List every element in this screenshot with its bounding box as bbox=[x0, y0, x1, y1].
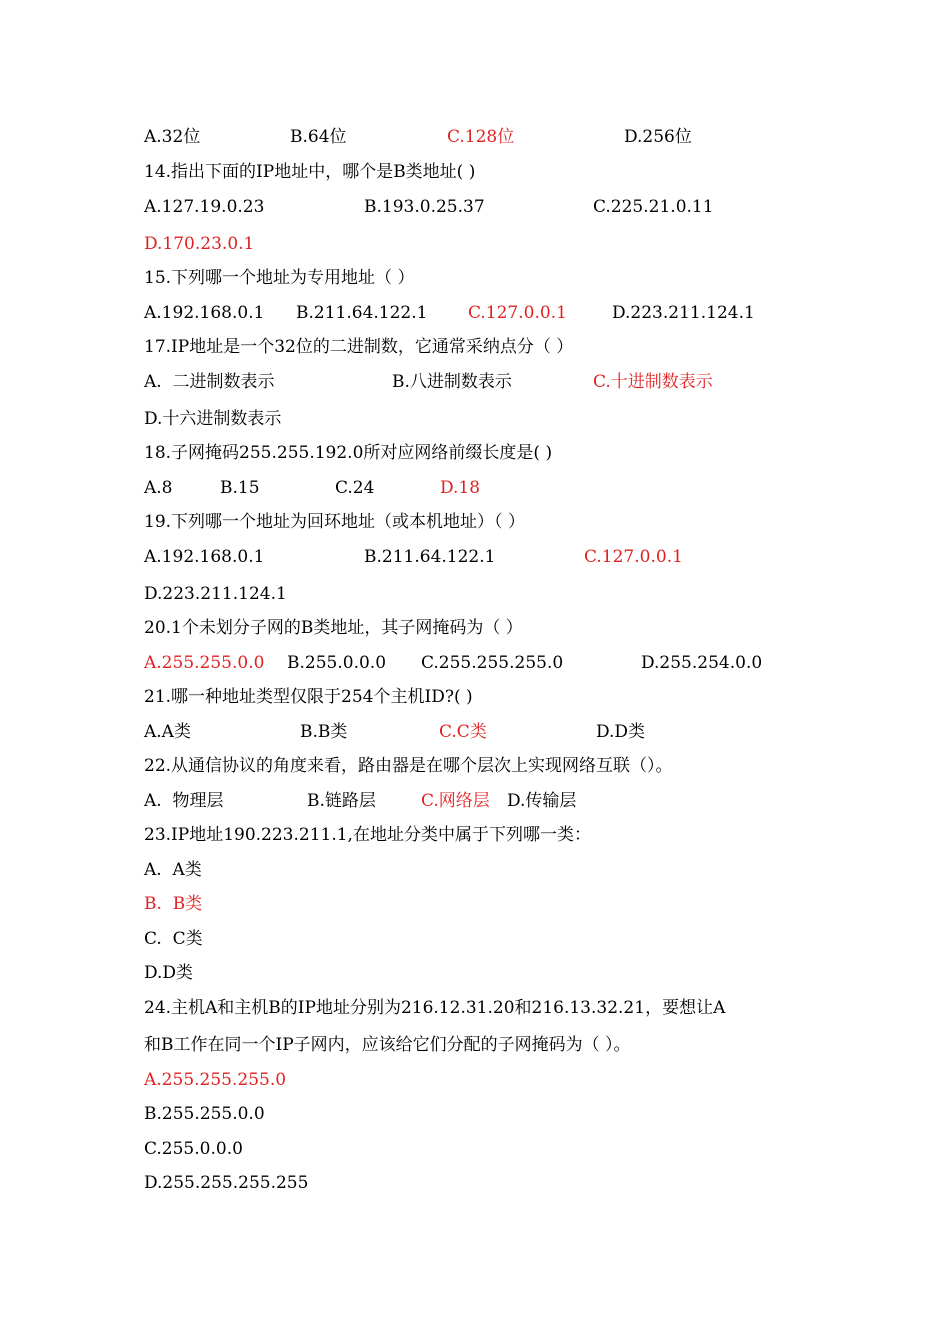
q22-option-c: C.网络层 bbox=[421, 791, 490, 811]
q13-option-a: A.32位 bbox=[144, 127, 201, 147]
q14-option-c: C.225.21.0.11 bbox=[593, 197, 714, 217]
q17-option-a: A. 二进制数表示 bbox=[144, 372, 275, 392]
q21-option-a: A.A类 bbox=[144, 722, 191, 742]
q19-stem: 19.下列哪一个地址为回环地址（或本机地址）（ ） bbox=[144, 512, 525, 532]
q19-option-c: C.127.0.0.1 bbox=[584, 547, 683, 567]
q14-option-a: A.127.19.0.23 bbox=[144, 197, 265, 217]
q20-stem: 20.1个未划分子网的B类地址，其子网掩码为（ ） bbox=[144, 618, 523, 638]
q22-option-d: D.传输层 bbox=[507, 791, 577, 811]
q18-option-d: D.18 bbox=[440, 478, 481, 498]
q15-option-b: B.211.64.122.1 bbox=[296, 303, 428, 323]
q24-option-b: B.255.255.0.0 bbox=[144, 1104, 265, 1124]
q15-option-c: C.127.0.0.1 bbox=[468, 303, 567, 323]
q13-option-c: C.128位 bbox=[447, 127, 515, 147]
q22-stem: 22.从通信协议的角度来看，路由器是在哪个层次上实现网络互联（）。 bbox=[144, 756, 673, 776]
q17-option-c: C.十进制数表示 bbox=[593, 372, 713, 392]
q19-option-d: D.223.211.124.1 bbox=[144, 584, 287, 604]
q14-option-d: D.170.23.0.1 bbox=[144, 234, 255, 254]
q19-option-b: B.211.64.122.1 bbox=[364, 547, 496, 567]
q14-stem: 14.指出下面的IP地址中，哪个是B类地址( ) bbox=[144, 162, 476, 182]
q21-option-d: D.D类 bbox=[596, 722, 646, 742]
q14-option-b: B.193.0.25.37 bbox=[364, 197, 485, 217]
q18-option-c: C.24 bbox=[335, 478, 375, 498]
q13-option-d: D.256位 bbox=[624, 127, 692, 147]
q19-option-a: A.192.168.0.1 bbox=[144, 547, 265, 567]
q24-option-a: A.255.255.255.0 bbox=[144, 1070, 287, 1090]
q24-option-c: C.255.0.0.0 bbox=[144, 1139, 243, 1159]
q17-option-d: D.十六进制数表示 bbox=[144, 409, 282, 429]
q20-option-d: D.255.254.0.0 bbox=[641, 653, 763, 673]
q21-option-b: B.B类 bbox=[300, 722, 348, 742]
q17-stem: 17.IP地址是一个32位的二进制数，它通常采纳点分（ ） bbox=[144, 337, 574, 357]
q20-option-a: A.255.255.0.0 bbox=[144, 653, 265, 673]
q18-stem: 18.子网掩码255.255.192.0所对应网络前缀长度是( ) bbox=[144, 443, 553, 463]
q17-option-b: B.八进制数表示 bbox=[392, 372, 512, 392]
q23-option-c: C. C类 bbox=[144, 929, 203, 949]
q24-stem-line2: 和B工作在同一个IP子网内，应该给它们分配的子网掩码为（ ）。 bbox=[144, 1035, 631, 1055]
q21-stem: 21.哪一种地址类型仅限于254个主机ID?( ) bbox=[144, 687, 473, 707]
q24-stem-line1: 24.主机A和主机B的IP地址分别为216.12.31.20和216.13.32.21，要想让A bbox=[144, 998, 726, 1018]
q21-option-c: C.C类 bbox=[439, 722, 487, 742]
q23-option-a: A. A类 bbox=[144, 860, 202, 880]
q13-option-b: B.64位 bbox=[290, 127, 347, 147]
q15-option-a: A.192.168.0.1 bbox=[144, 303, 265, 323]
q15-stem: 15.下列哪一个地址为专用地址（ ） bbox=[144, 268, 415, 288]
q18-option-a: A.8 bbox=[144, 478, 173, 498]
q22-option-a: A. 物理层 bbox=[144, 791, 224, 811]
q23-option-b: B. B类 bbox=[144, 894, 203, 914]
q23-option-d: D.D类 bbox=[144, 963, 194, 983]
q18-option-b: B.15 bbox=[220, 478, 260, 498]
q22-option-b: B.链路层 bbox=[307, 791, 376, 811]
q20-option-c: C.255.255.255.0 bbox=[421, 653, 564, 673]
q15-option-d: D.223.211.124.1 bbox=[612, 303, 755, 323]
q23-stem: 23.IP地址190.223.211.1,在地址分类中属于下列哪一类： bbox=[144, 825, 591, 845]
q24-option-d: D.255.255.255.255 bbox=[144, 1173, 309, 1193]
q20-option-b: B.255.0.0.0 bbox=[287, 653, 387, 673]
